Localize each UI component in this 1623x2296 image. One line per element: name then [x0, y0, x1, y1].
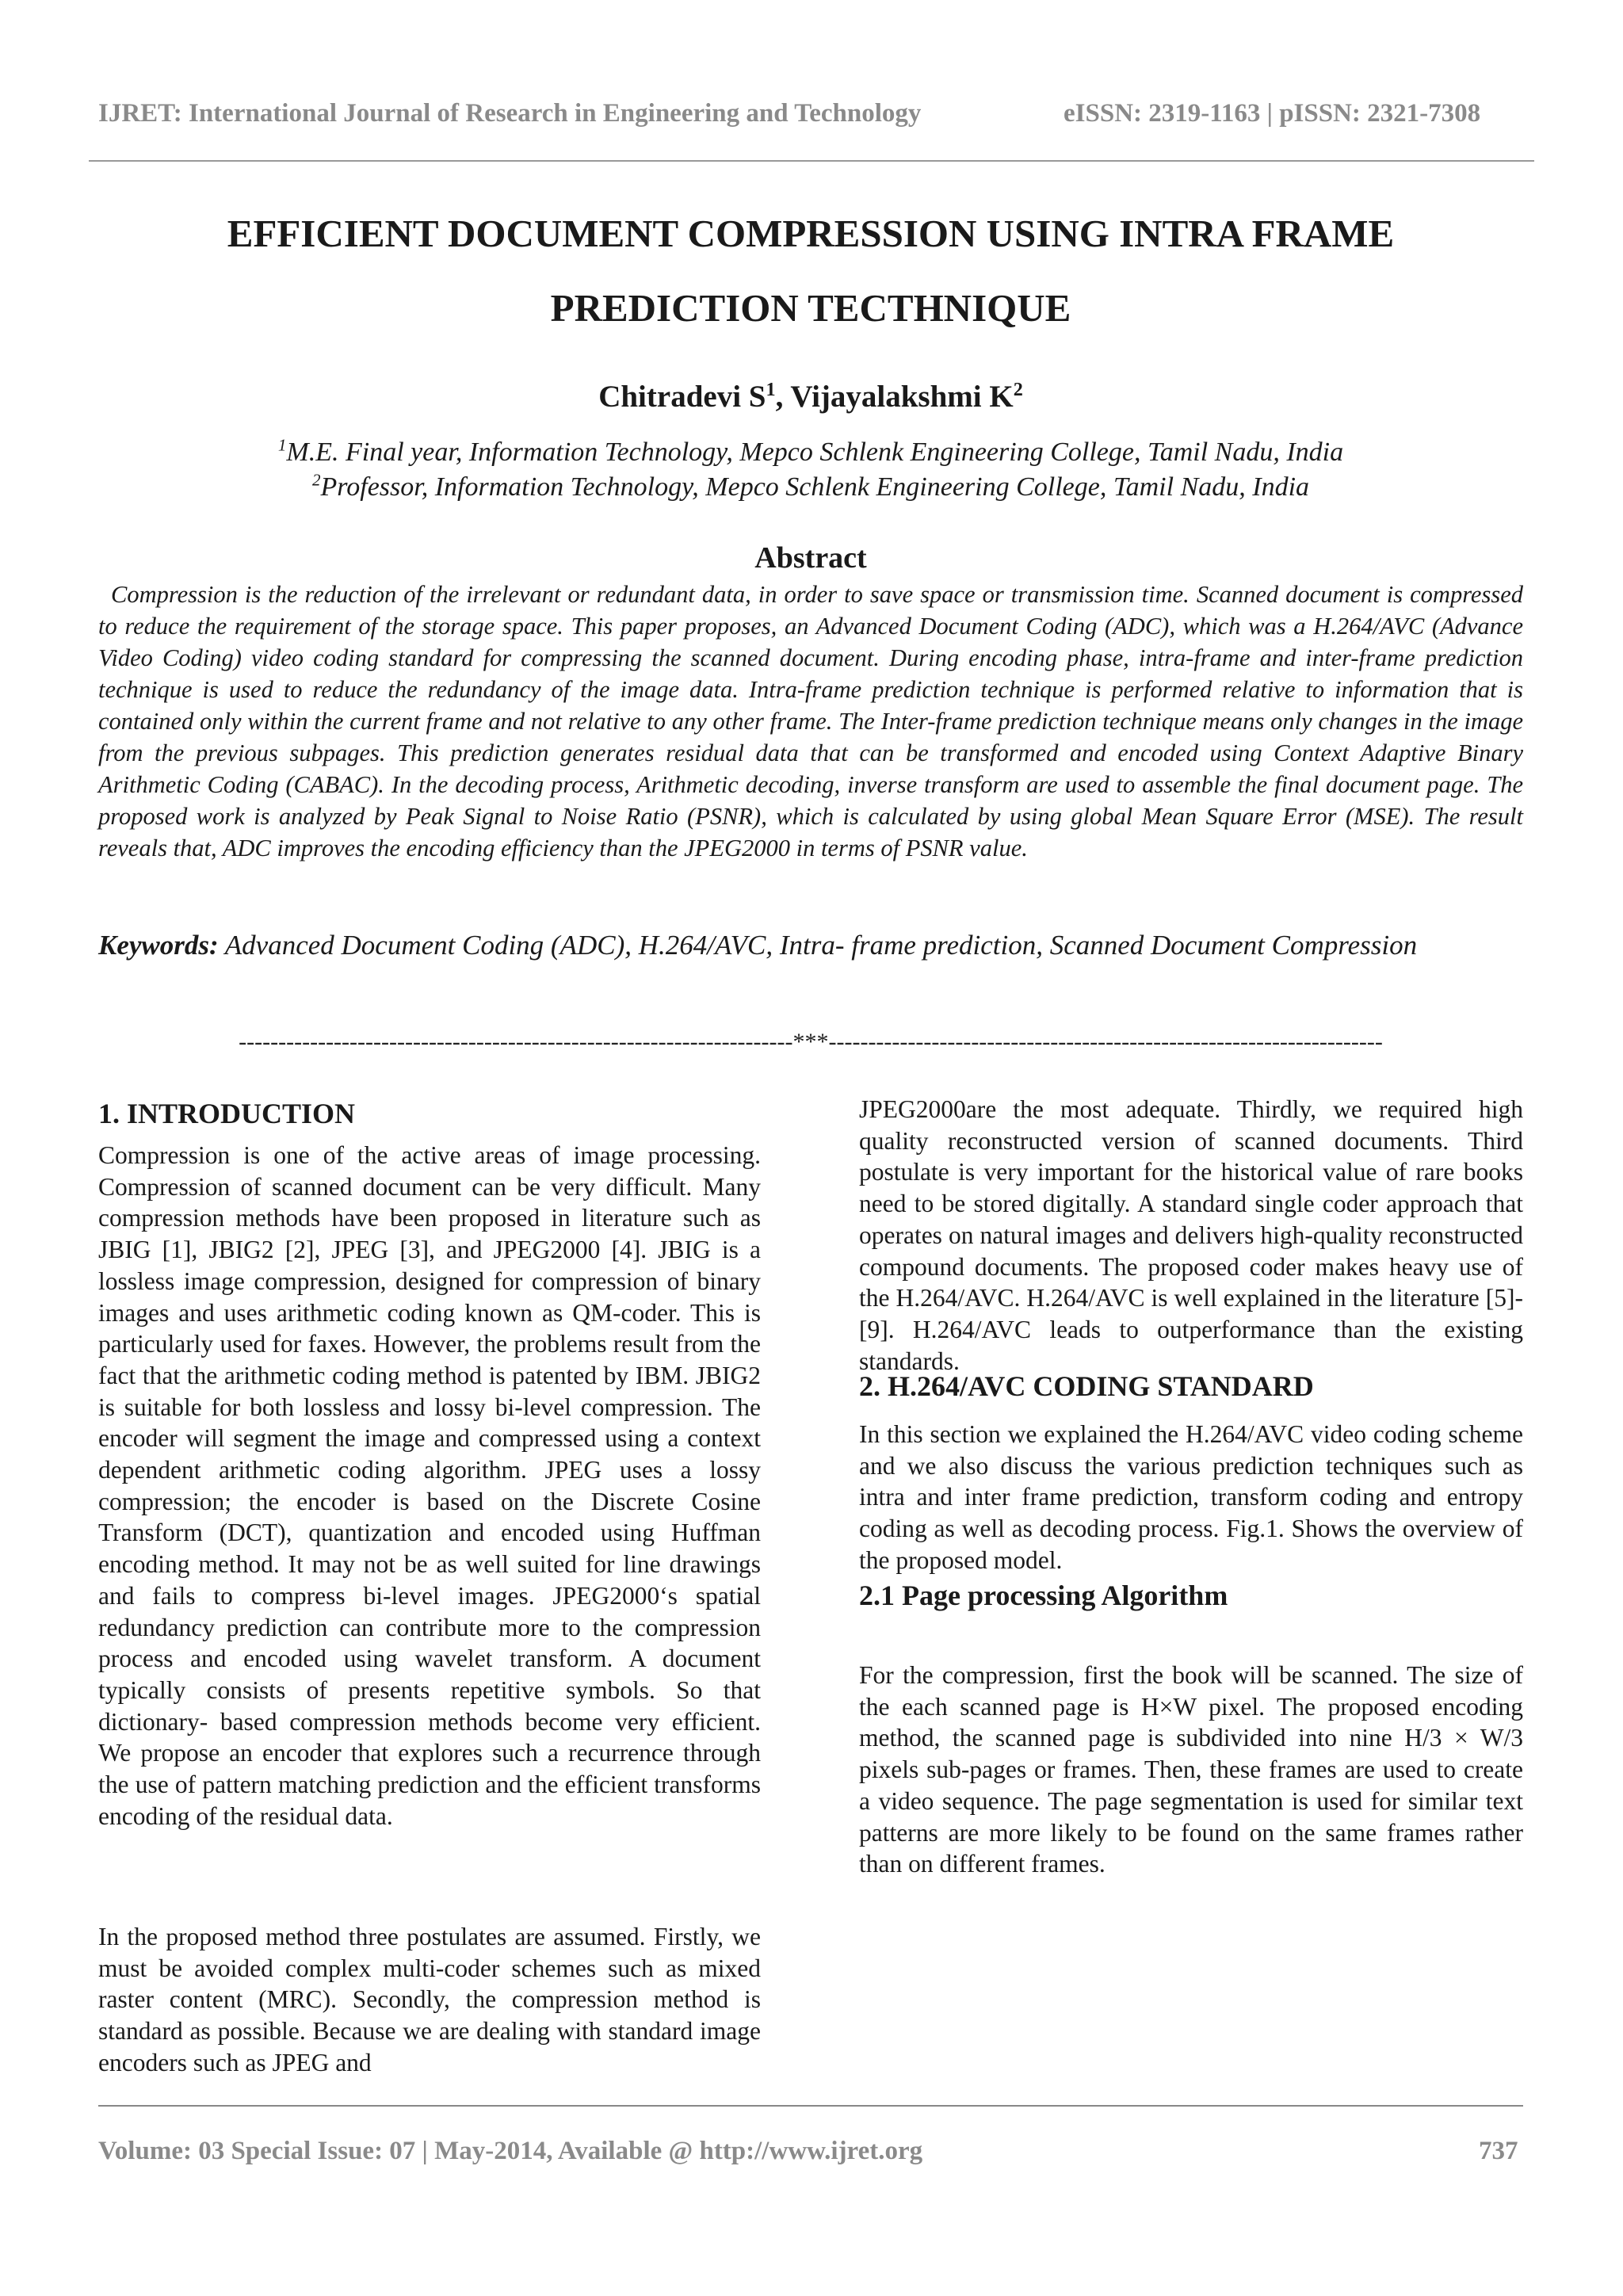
- author-separator: ,: [775, 380, 791, 414]
- abstract-body: Compression is the reduction of the irrelevant or redundant data, in order to save space or transmission time. Scanned document is compressed to reduce the requirement of the storage space. This paper proposes, an Advanced Document Coding (ADC), which was a H.264/AVC (Advance Video Coding) video coding standard for compressing the scanned document. During encoding phase, intra-frame and inter-frame prediction technique is used to reduce the redundancy of the image data. Intra-frame prediction technique is performed relative to information that is contained only within the current frame and not relative to any other frame. The Inter-frame prediction technique means only changes in the image from the previous subpages. This prediction generates residual data that can be transformed and encoded using Context Adaptive Binary Arithmetic Coding (CABAC). In the decoding process, Arithmetic decoding, inverse transform are used to assemble the final document page. The proposed work is analyzed by Peak Signal to Noise Ratio (PSNR), which is calculated by using global Mean Square Error (MSE). The result reveals that, ADC improves the encoding efficiency than the JPEG2000 in terms of PSNR value.: [98, 581, 1523, 861]
- keywords: [98, 919, 1523, 972]
- intro-paragraph-2-continued: JPEG2000are the most adequate. Thirdly, we required high quality reconstructed version of scanned documents. Third postulate is very important for the historical value of rare books need to be stored digitally. A standard single coder approach that operates on natural images and delivers high-quality reconstructed compound documents. The proposed coder makes heavy use of the H.264/AVC. H.264/AVC is well explained in the literature [5]-[9]. H.264/AVC leads to outperformance than the existing standards.: [859, 1095, 1523, 1375]
- footer-volume: Volume: 03 Special Issue: 07 | May-2014, Available @ http://www.ijret.org: [98, 2137, 923, 2165]
- affiliation-1-sup: 1: [277, 435, 287, 455]
- author-2: Vijayalakshmi K: [790, 380, 1014, 414]
- section-2-paragraph: In this section we explained the H.264/AVC video coding scheme and we also discuss the various prediction techniques such as intra and inter frame prediction, transform coding and entropy coding as well as decoding process. Fig.1. Shows the overview of the proposed model.: [859, 1420, 1523, 1574]
- intro-heading: 1. INTRODUCTION: [98, 1098, 356, 1129]
- section-2-1-heading: 2.1 Page processing Algorithm: [859, 1580, 1228, 1611]
- intro-paragraph-2: In the proposed method three postulates are assumed. Firstly, we must be avoided complex multi-coder schemes such as mixed raster content (MRC). Secondly, the compression method is standard as possible. Because we are dealing with standard image encoders such as JPEG and: [98, 1923, 761, 2076]
- paper-title: [98, 197, 1523, 346]
- intro-paragraph-1: Compression is one of the active areas of image processing. Compression of scanned document can be very difficult. Many compression methods have been proposed in literature such as JBIG [1], JBIG2 [2], JPEG [3], and JPEG2000 [4]. JBIG is a lossless image compression, designed for compression of binary images and uses arithmetic coding known as QM-coder. This is particularly used for faxes. However, the problems result from the fact that the arithmetic coding method is patented by IBM. JBIG2 is suitable for both lossless and lossy bi-level compression. The encoder will segment the image and compressed using a context dependent arithmetic coding algorithm. JPEG uses a lossy compression; the encoder is based on the Discrete Cosine Transform (DCT), quantization and encoded using Huffman encoding method. It may not be as well suited for line drawings and fails to compress bi-level images. JPEG2000‘s spatial redundancy prediction can contribute more to the compression process and encoded using wavelet transform. A document typically consists of presents repetitive symbols. So that dictionary- based compression methods become very efficient. We propose an encoder that explores such a recurrence through the use of pattern matching prediction and the efficient transforms encoding of the residual data.: [98, 1141, 761, 1830]
- section-2-heading: 2. H.264/AVC CODING STANDARD: [859, 1370, 1314, 1402]
- section-divider: ----------------------------------------------------------------------***----------------------------------------------------------------------: [239, 1029, 1383, 1055]
- author-1-sup: 1: [766, 379, 776, 400]
- keywords-text: Advanced Document Coding (ADC), H.264/AVC, Intra- frame prediction, Scanned Document Compression: [218, 930, 1418, 961]
- affiliation-2-sup: 2: [311, 470, 321, 490]
- abstract-heading: Abstract: [754, 541, 867, 575]
- affiliation-1: [98, 437, 1523, 468]
- page-number: 737: [1479, 2137, 1518, 2165]
- journal-name: IJRET: International Journal of Research in Engineering and Technology: [98, 99, 922, 128]
- author-2-sup: 2: [1013, 379, 1023, 400]
- author-1: Chitradevi S: [598, 380, 766, 414]
- title-line-2: PREDICTION TECTHNIQUE: [550, 286, 1071, 330]
- section-2-1-paragraph: For the compression, first the book will be scanned. The size of the each scanned page is H×W pixel. The proposed encoding method, the scanned page is subdivided into nine H/3 × W/3 pixels sub-pages or frames. Then, these frames are used to create a video sequence. The page segmentation is used for similar text patterns are more likely to be found on the same frames rather than on different frames.: [859, 1661, 1523, 1878]
- authors: [98, 379, 1523, 415]
- header-rule: [89, 160, 1534, 162]
- footer-rule: [98, 2105, 1523, 2107]
- issn-info: eISSN: 2319-1163 | pISSN: 2321-7308: [1064, 99, 1481, 128]
- title-line-1: EFFICIENT DOCUMENT COMPRESSION USING INTRA FRAME: [227, 212, 1395, 255]
- keywords-label: Keywords:: [98, 930, 219, 961]
- affiliation-2: [98, 472, 1523, 502]
- affiliation-2-text: Professor, Information Technology, Mepco Schlenk Engineering College, Tamil Nadu, India: [320, 472, 1310, 502]
- affiliation-1-text: M.E. Final year, Information Technology, Mepco Schlenk Engineering College, Tamil Nadu, India: [286, 437, 1344, 467]
